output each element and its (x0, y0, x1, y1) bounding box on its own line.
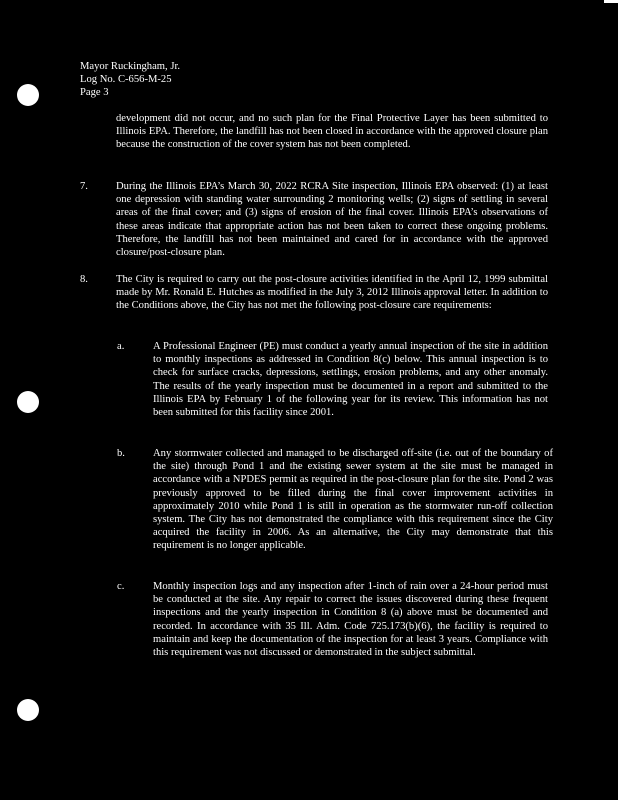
scan-edge-mark (604, 0, 618, 3)
punch-hole-top (17, 84, 39, 106)
log-number: Log No. C-656-M-25 (80, 74, 172, 86)
subitem-paragraph: Monthly inspection logs and any inspection after 1-inch of rain over a 24-hour period must be conducted at the site. Any repair to correct the issues discovered during these frequent inspections and the yearly inspection in Condition 8 (a) above must be documented and recorded. In accordance with 35 Ill. Adm. Code 725.173(b)(6), the facility is required to maintain and keep the documentation of the inspection for at least 3 years. Compliance with this requirement was not discussed or demonstrated in the subject submittal. (153, 581, 548, 659)
page-number: Page 3 (80, 87, 109, 99)
item-paragraph: The City is required to carry out the post-closure activities identified in the April 12, 1999 submittal made by Mr. Ronald E. Hutches as modified in the July 3, 2012 Illinois approval letter. In addition to the Conditions above, the City has not met the following post-closure care requirements: (116, 274, 548, 312)
subitem-paragraph: Any stormwater collected and managed to be discharged off-site (i.e. out of the boundary of the site) through Pond 1 and the existing sewer system at the site must be managed in accordance with a NPDES permit as required in the post-closure plan for the site. Pond 2 was previously approved to be filled during the final cover improvement activities in approximately 2010 while Pond 1 is still in operation as the stormwater run-off collection system. The City has not demonstrated the compliance with this requirement since the City acquired the facility in 2006. As an alternative, the City may demonstrate that this requirement is no longer applicable. (153, 448, 553, 552)
punch-hole-middle (17, 391, 39, 413)
item-paragraph: During the Illinois EPA’s March 30, 2022 RCRA Site inspection, Illinois EPA observed: (1) at least one depression with standing water surrounding 2 monitoring wells; (2) signs of settling in several areas of the final cover; and (3) signs of erosion of the final cover. Illinois EPA’s observations of these areas indicate that appropriate action has not been taken to correct these ongoing problems. Therefore, the landfill has not been maintained and cared for in accordance with the approved closure/post-closure plan. (116, 181, 548, 259)
continuation-paragraph: development did not occur, and no such plan for the Final Protective Layer has been submitted to Illinois EPA. Therefore, the landfill has not been closed in accordance with the approved closure plan because the construction of the cover system has not been completed. (116, 113, 548, 151)
subitem-letter: c. (117, 581, 125, 592)
recipient-name: Mayor Ruckingham, Jr. (80, 61, 181, 72)
subitem-letter: a. (117, 341, 125, 352)
punch-hole-bottom (17, 699, 39, 721)
item-number: 7. (80, 181, 88, 192)
letter-header (80, 60, 180, 100)
item-number: 8. (80, 274, 88, 285)
subitem-letter: b. (117, 448, 125, 459)
subitem-paragraph: A Professional Engineer (PE) must conduct a yearly annual inspection of the site in addition to monthly inspections as addressed in Condition 8(c) below. This annual inspection is to check for surface cracks, depressions, settlings, erosion problems, and any other anomaly. The results of the yearly inspection must be documented in a report and submitted to the Illinois EPA by February 1 of the following year for its review. This information has not been submitted for this facility since 2001. (153, 341, 548, 419)
